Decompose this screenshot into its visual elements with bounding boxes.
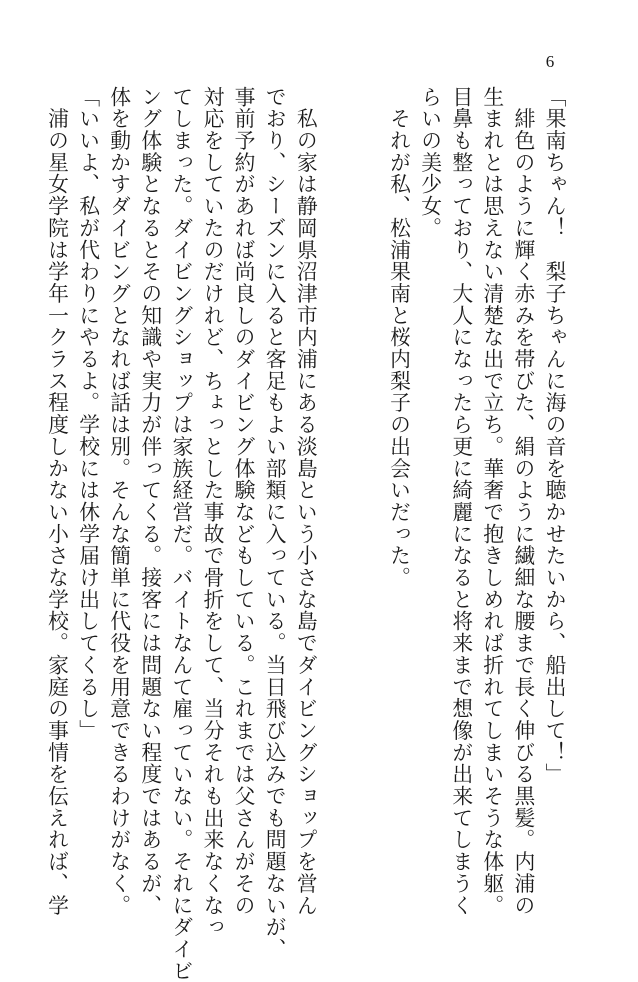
- text-line: 浦の星女学院は学年一クラス程度しかない小さな学校。家庭の事情を伝えれば、学: [44, 86, 69, 917]
- text-line: 事前予約があれば尚良しのダイビング体験などもしている。これまでは父さんがその: [231, 86, 256, 917]
- body-text: [44, 86, 566, 982]
- text-line: 目鼻も整っており、大人になったら更に綺麗になると将来まで想像が出来てしまうく: [448, 86, 473, 917]
- text-line: 生まれとは思えない清楚な出で立ち。華奢で抱きしめれば折れてしまいそうな体躯。: [479, 86, 504, 917]
- text-line: 「果南ちゃん！ 梨子ちゃんに海の音を聴かせたいから、船出して！」: [542, 86, 566, 786]
- text-line: 対応をしていたのだけれど、ちょっとした事故で骨折をして、当分それも出来なくなっ: [199, 86, 224, 939]
- text-line: らいの美少女。: [417, 86, 442, 239]
- page-number: 6: [545, 52, 555, 71]
- text-line: それが私、松浦果南と桜内梨子の出会いだった。: [386, 86, 411, 589]
- text-line: 私の家は静岡県沼津市内浦にある淡島という小さな島でダイビングショップを営ん: [293, 86, 318, 917]
- text-line: 「いいよ、私が代わりにやるよ。学校には休学届け出してくるし」: [75, 86, 100, 742]
- text-line: ング体験となるとその知識や実力が伴ってくる。接客には問題ない程度ではあるが、: [137, 86, 162, 917]
- text-line: 緋色のように輝く赤みを帯びた、絹のように繊細な腰まで長く伸びる黒髪。内浦の: [510, 86, 535, 917]
- text-line: 体を動かすダイビングとなれば話は別。そんな簡単に代役を用意できるわけがなく。: [106, 86, 131, 917]
- text-line: でおり、シーズンに入ると客足もよい部類に入っている。当日飛び込みでも問題ないが、: [262, 86, 287, 960]
- text-columns: [44, 86, 566, 982]
- text-line: てしまった。ダイビングショップは家族経営だ。バイトなんて雇っていない。それにダイビ: [168, 86, 193, 982]
